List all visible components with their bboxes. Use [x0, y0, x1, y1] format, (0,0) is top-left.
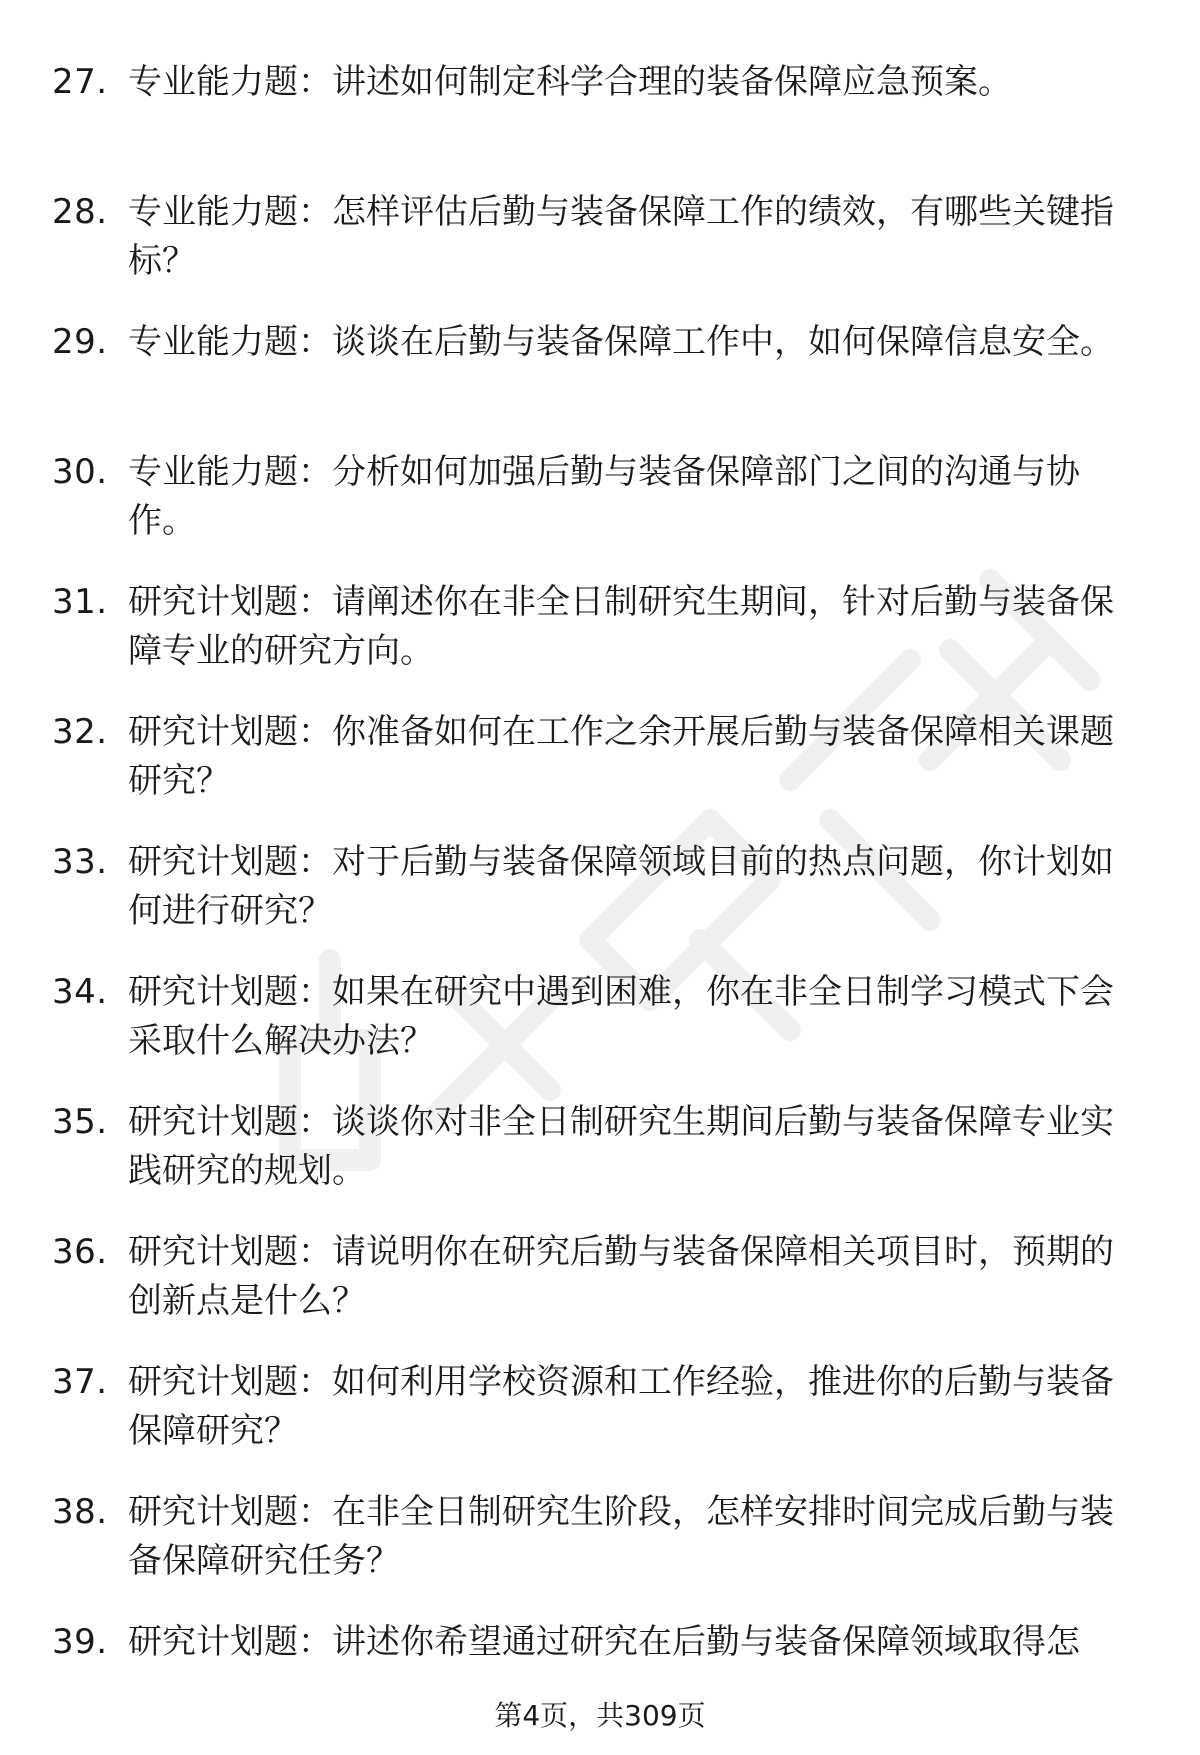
question-list	[52, 58, 1142, 1748]
list-item	[52, 1488, 1142, 1618]
question-number: 38.	[52, 1492, 108, 1532]
question-number: 39.	[52, 1622, 108, 1662]
question-text: 研究计划题：在非全日制研究生阶段，怎样安排时间完成后勤与装备保障研究任务？	[128, 1492, 1114, 1581]
list-item	[52, 1228, 1142, 1358]
list-item	[52, 188, 1142, 318]
question-text: 研究计划题：请阐述你在非全日制研究生期间，针对后勤与装备保障专业的研究方向。	[128, 582, 1114, 671]
question-number: 29.	[52, 322, 108, 362]
list-item	[52, 838, 1142, 968]
list-item	[52, 318, 1142, 448]
list-item	[52, 708, 1142, 838]
list-item	[52, 1358, 1142, 1488]
list-item	[52, 578, 1142, 708]
question-text: 研究计划题：请说明你在研究后勤与装备保障相关项目时，预期的创新点是什么？	[128, 1232, 1114, 1321]
question-number: 36.	[52, 1232, 108, 1272]
question-number: 31.	[52, 582, 108, 622]
question-number: 33.	[52, 842, 108, 882]
list-item	[52, 968, 1142, 1098]
list-item	[52, 448, 1142, 578]
question-number: 28.	[52, 192, 108, 232]
question-text: 专业能力题：分析如何加强后勤与装备保障部门之间的沟通与协作。	[128, 452, 1080, 541]
question-text: 研究计划题：你准备如何在工作之余开展后勤与装备保障相关课题研究？	[128, 712, 1114, 801]
list-item	[52, 1098, 1142, 1228]
question-text: 专业能力题：怎样评估后勤与装备保障工作的绩效，有哪些关键指标？	[128, 192, 1114, 281]
question-text: 研究计划题：如果在研究中遇到困难，你在非全日制学习模式下会采取什么解决办法？	[128, 972, 1114, 1061]
page-footer: 第4页，共309页	[494, 1699, 706, 1732]
question-text: 专业能力题：讲述如何制定科学合理的装备保障应急预案。	[128, 62, 1012, 102]
question-text: 研究计划题：讲述你希望通过研究在后勤与装备保障领域取得怎	[128, 1622, 1080, 1662]
question-number: 32.	[52, 712, 108, 752]
question-number: 27.	[52, 62, 108, 102]
question-text: 研究计划题：谈谈你对非全日制研究生期间后勤与装备保障专业实践研究的规划。	[128, 1102, 1114, 1191]
question-number: 37.	[52, 1362, 108, 1402]
question-number: 35.	[52, 1102, 108, 1142]
question-text: 研究计划题：如何利用学校资源和工作经验，推进你的后勤与装备保障研究？	[128, 1362, 1114, 1451]
list-item	[52, 58, 1142, 188]
question-text: 专业能力题：谈谈在后勤与装备保障工作中，如何保障信息安全。	[128, 322, 1114, 362]
question-text: 研究计划题：对于后勤与装备保障领域目前的热点问题，你计划如何进行研究？	[128, 842, 1114, 931]
question-number: 34.	[52, 972, 108, 1012]
question-number: 30.	[52, 452, 108, 492]
